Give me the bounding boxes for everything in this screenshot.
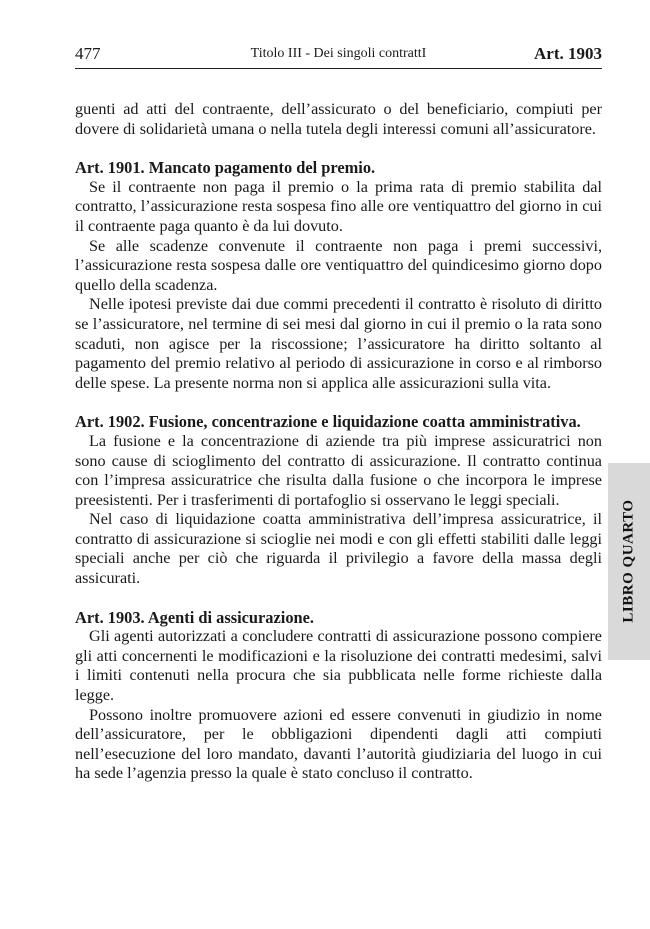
continuation-paragraph: guenti ad atti del contraente, dell’assicurato o del beneficiario, compiuti per dovere di solidarietà umana o nella tutela degli interessi comuni all’assicuratore. (75, 100, 602, 138)
running-article: Art. 1903 (534, 44, 602, 63)
page-header (75, 44, 602, 69)
article-1902 (75, 412, 602, 588)
article-paragraph: La fusione e la concentrazione di aziende tra più imprese assicuratrici non sono cause di scioglimento del contratto di assicurazione. Il contratto continua con l’impresa assicuratrice che risulta dalla fusione o che incorpora le imprese preesistenti. Per i trasferimenti di portafoglio si osservano le leggi speciali. (75, 431, 602, 509)
page-body (75, 100, 602, 784)
article-title: Art. 1901. Mancato pagamento del premio. (75, 158, 376, 178)
article-paragraph: Nel caso di liquidazione coatta amministrativa dell’impresa assicuratrice, il contratto di assicurazione si scioglie nei modi e con gli effetti stabiliti dalle leggi speciali anche per ciò che riguarda il privilegio a favore della massa degli assicurati. (75, 510, 602, 588)
article-paragraph: Se alle scadenze convenute il contraente non paga i premi successivi, l’assicurazione resta sospesa dalle ore ventiquattro del quindicesimo giorno dopo quello della scadenza. (75, 236, 602, 294)
side-section-tab (608, 463, 650, 660)
article-paragraph: Gli agenti autorizzati a concludere contratti di assicurazione possono compiere gli atti concernenti le modificazioni e la risoluzione dei contratti medesimi, salvi i limiti contenuti nella procura che sia pubblicata nelle forme richieste dalla legge. (75, 627, 602, 705)
running-title: Titolo III - Dei singoli contrattI (250, 46, 427, 61)
side-tab-label: LIBRO QUARTO (620, 499, 637, 623)
article-1901 (75, 158, 602, 393)
article-1903 (75, 608, 602, 784)
article-paragraph: Possono inoltre promuovere azioni ed essere convenuti in giudizio in nome dell’assicuratore, per le obbligazioni dipendenti dagli atti compiuti nell’esecuzione del loro mandato, davanti l’autorità giudiziaria del luogo in cui ha sede l’agenzia presso la quale è stato concluso il contratto. (75, 705, 602, 783)
article-paragraph: Se il contraente non paga il premio o la prima rata di premio stabilita dal contratto, l’assicurazione resta sospesa fino alle ore ventiquattro del giorno in cui il contraente paga quanto è da lui dovuto. (75, 177, 602, 235)
article-title: Art. 1903. Agenti di assicurazione. (75, 607, 315, 627)
article-title: Art. 1902. Fusione, concentrazione e liquidazione coatta amministrativa. (75, 412, 581, 432)
article-paragraph: Nelle ipotesi previste dai due commi precedenti il contratto è risoluto di diritto se l’assicuratore, nel termine di sei mesi dal giorno in cui il premio o la rata sono scaduti, non agisce per la riscossione; l’assicuratore ha diritto soltanto al pagamento del premio relativo al periodo di assicurazione in corso e al rimborso delle spese. La presente norma non si applica alle assicurazioni sulla vita. (75, 295, 602, 392)
page-number: 477 (75, 44, 101, 63)
